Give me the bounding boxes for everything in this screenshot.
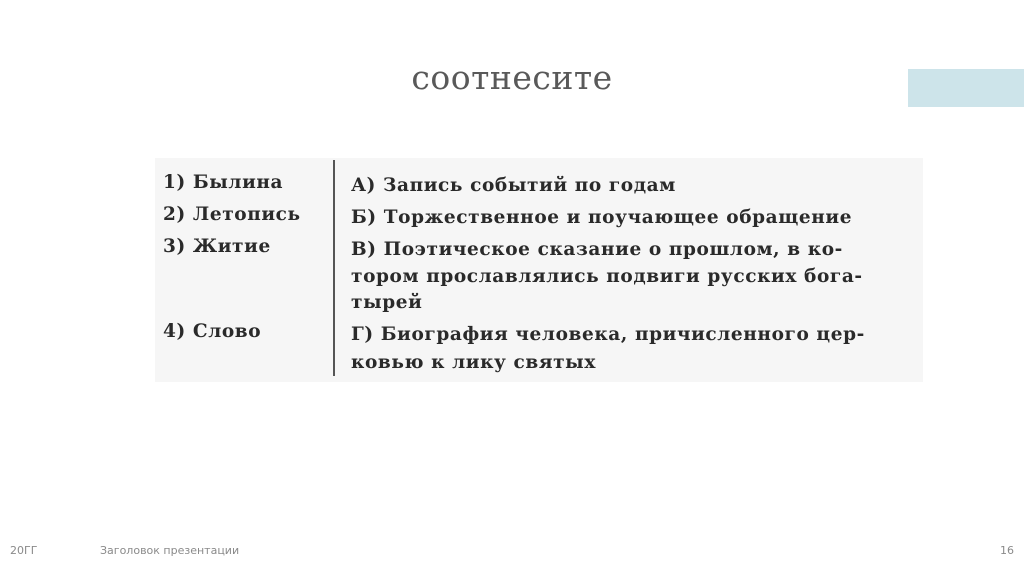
accent-bar: [908, 69, 1024, 107]
matching-task-image: [155, 158, 923, 382]
right-item-c-line-2: тором прославлялись подвиги русских бога-: [351, 266, 863, 287]
left-item-2: 2) Летопись: [163, 204, 301, 225]
footer-date: 20ГГ: [10, 544, 38, 557]
left-item-4: 4) Слово: [163, 321, 262, 342]
slide-title: соотнесите: [411, 58, 613, 97]
right-item-c-line-3: тырей: [351, 292, 423, 313]
right-item-d-line-2: ковью к лику святых: [351, 352, 596, 373]
footer-page-number: 16: [1000, 544, 1014, 557]
left-item-1: 1) Былина: [163, 172, 284, 193]
right-item-d-line-1: Г) Биография человека, причисленного цер-: [351, 324, 865, 345]
footer-presentation-title: Заголовок презентации: [100, 544, 240, 557]
column-divider: [333, 160, 335, 376]
right-item-a: А) Запись событий по годам: [351, 175, 676, 196]
left-item-3: 3) Житие: [163, 236, 271, 257]
right-item-c-line-1: В) Поэтическое сказание о прошлом, в ко-: [351, 239, 843, 260]
right-item-b: Б) Торжественное и поучающее обращение: [351, 207, 853, 228]
